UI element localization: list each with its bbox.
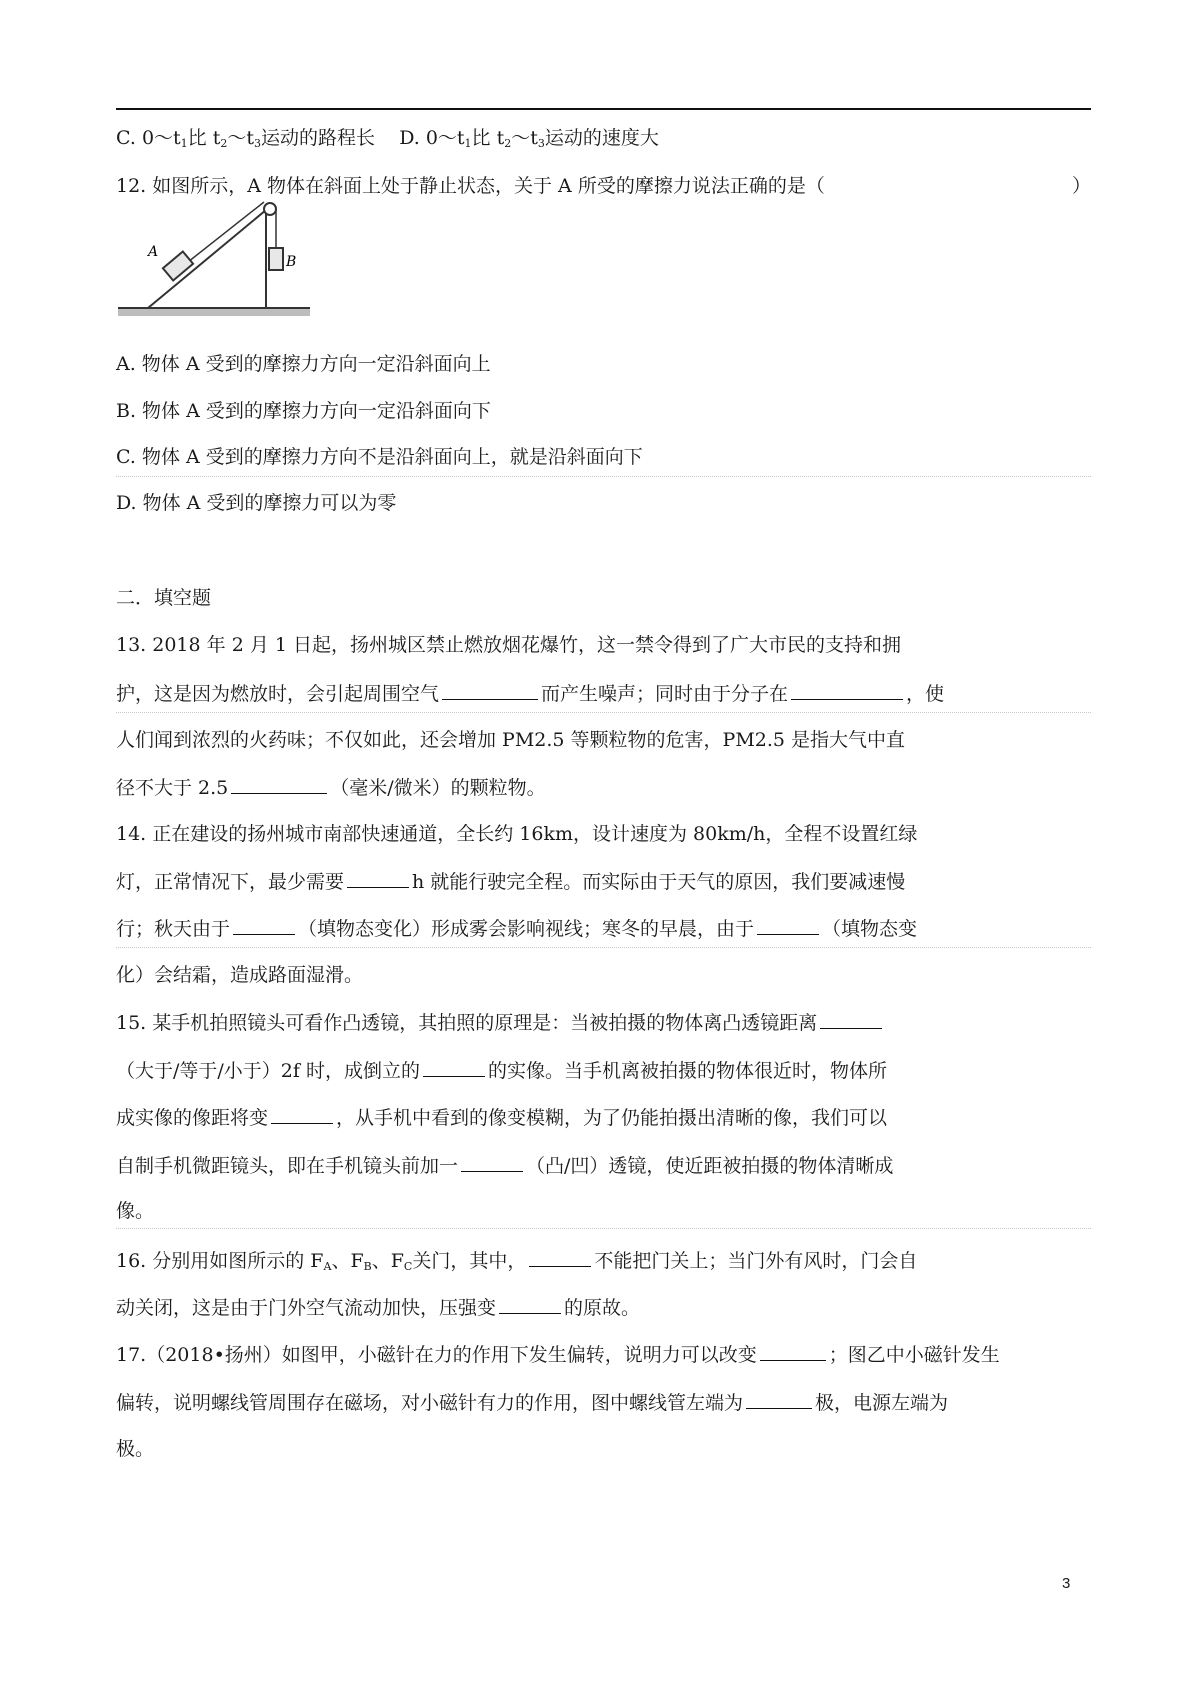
block-a — [163, 252, 193, 281]
q12-option-a: A. 物体 A 受到的摩擦力方向一定沿斜面向上 — [116, 353, 491, 375]
q14-line-1: 14. 正在建设的扬州城市南部快速通道，全长约 16km，设计速度为 80km/h，全程不设置红绿 — [116, 823, 918, 845]
q14-line-3: 行；秋天由于 （填物态变化）形成雾会影响视线；寒冬的早晨，由于 （填物态变 — [116, 914, 1091, 943]
q11-option-c: C. $0\sim t_1$比 $t_2\sim t_3$运动的路程长 — [116, 127, 376, 150]
answer-blank[interactable] — [760, 1340, 826, 1361]
q13-line-3: 人们闻到浓烈的火药味；不仅如此，还会增加 PM2.5 等颗粒物的危害，PM2.5 是指大气中直 — [116, 729, 906, 751]
dotted-separator — [116, 476, 1091, 477]
q12-option-d: D. 物体 A 受到的摩擦力可以为零 — [116, 492, 397, 514]
ground-hatching — [118, 308, 310, 316]
answer-blank[interactable] — [423, 1056, 485, 1077]
answer-blank[interactable] — [746, 1388, 812, 1409]
q15-line-5: 像。 — [116, 1200, 155, 1222]
incline-plane — [148, 210, 266, 308]
answer-blank[interactable] — [233, 914, 295, 935]
answer-blank[interactable] — [271, 1103, 333, 1124]
q17-line-1: 17.（2018•扬州）如图甲，小磁针在力的作用下发生偏转，说明力可以改变 ；图乙中小磁针发生 — [116, 1340, 1091, 1369]
answer-blank[interactable] — [499, 1293, 561, 1314]
q15-line-4: 自制手机微距镜头，即在手机镜头前加一 （凸/凹）透镜，使近距被拍摄的物体清晰成 — [116, 1151, 1091, 1180]
page-number: 3 — [1062, 1575, 1071, 1592]
block-b — [269, 248, 283, 270]
answer-blank[interactable] — [820, 1008, 882, 1029]
answer-blank[interactable] — [231, 773, 327, 794]
q16-line-2: 动关闭，这是由于门外空气流动加快，压强变 的原故。 — [116, 1293, 1091, 1322]
q15-line-2: （大于/等于/小于）2f 时，成倒立的 的实像。当手机离被拍摄的物体很近时，物体所 — [116, 1056, 1091, 1085]
q17-line-3: 极。 — [116, 1438, 155, 1460]
q12-stem: 12. 如图所示，A 物体在斜面上处于静止状态，关于 A 所受的摩擦力说法正确的是（ ） — [116, 175, 1091, 197]
answer-blank[interactable] — [791, 679, 903, 700]
q15-line-3: 成实像的像距将变 ，从手机中看到的像变模糊，为了仍能拍摄出清晰的像，我们可以 — [116, 1103, 1091, 1132]
q11-option-d: D. $0\sim t_1$比 $t_2\sim t_3$运动的速度大 — [399, 127, 659, 150]
label-a: A — [148, 244, 159, 260]
pulley — [264, 203, 276, 215]
answer-blank[interactable] — [757, 914, 819, 935]
answer-blank[interactable] — [461, 1151, 523, 1172]
answer-blank[interactable] — [347, 867, 409, 888]
rope-incline — [188, 202, 264, 262]
answer-blank[interactable] — [529, 1246, 591, 1267]
q13-line-4: 径不大于 2.5 （毫米/微米）的颗粒物。 — [116, 773, 1091, 802]
header-rule — [116, 108, 1091, 110]
q17-line-2: 偏转，说明螺线管周围存在磁场，对小磁针有力的作用，图中螺线管左端为 极，电源左端为 — [116, 1388, 1091, 1417]
q13-line-1: 13. 2018 年 2 月 1 日起，扬州城区禁止燃放烟花爆竹，这一禁令得到了广大市民的支持和拥 — [116, 634, 901, 656]
dotted-separator — [116, 947, 1091, 948]
section-title: 二．填空题 — [116, 587, 212, 609]
dotted-separator — [116, 1228, 1091, 1229]
q14-line-4: 化）会结霜，造成路面湿滑。 — [116, 964, 364, 986]
label-b: B — [286, 254, 297, 270]
q12-option-c: C. 物体 A 受到的摩擦力方向不是沿斜面向上，就是沿斜面向下 — [116, 446, 643, 468]
q13-line-2: 护，这是因为燃放时，会引起周围空气 而产生噪声；同时由于分子在 ，使 — [116, 679, 1091, 708]
q14-line-2: 灯，正常情况下，最少需要 h 就能行驶完全程。而实际由于天气的原因，我们要减速慢 — [116, 867, 1091, 896]
q16-line-1: 16. 分别用如图所示的 $F_A$、$F_B$、$F_C$关门，其中， 不能把门关上；当门外有风时，门会自 — [116, 1246, 1091, 1281]
dotted-separator — [116, 712, 1091, 713]
q15-line-1: 15. 某手机拍照镜头可看作凸透镜，其拍照的原理是：当被拍摄的物体离凸透镜距离 — [116, 1008, 1091, 1037]
q11-options-cd — [116, 124, 1091, 158]
incline-pulley-figure — [118, 188, 318, 320]
q12-option-b: B. 物体 A 受到的摩擦力方向一定沿斜面向下 — [116, 400, 491, 422]
answer-blank[interactable] — [442, 679, 538, 700]
